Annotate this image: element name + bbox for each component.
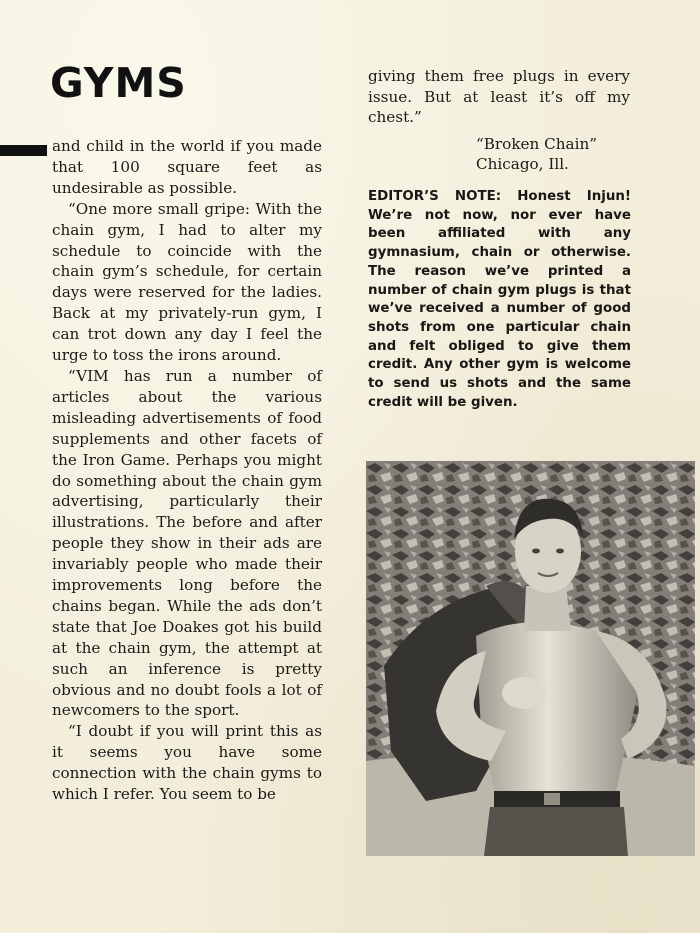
left-paragraph-3: “VIM has run a number of articles about the various misleading advertisements of food supplements and other facets of the Iron Game. Perhaps you might do something about the chain gym advertising, particularly their illustrations. The before and after people they show in their ads are invariably people who made their improvements long before the chains began. While the ads don’t state that Joe Doakes got his build at the chain gym, the attempt at such an inference is pretty obvious and no doubt fools a lot of newcomers to the sport. (52, 366, 322, 720)
editor-note: EDITOR’S NOTE: Honest Injun! We’re not now, nor ever have been affiliated with any gymnasium, chain or otherwise. The reason we’ve printed a number of chain gym plugs is that we’ve received a number of good shots from one particular chain and felt obliged to give them credit. Any other gym is welcome to send us shots and the same credit will be given. (368, 189, 631, 410)
section-marker-bar (0, 145, 47, 156)
right-column (368, 66, 630, 175)
photo-illustration (366, 461, 695, 856)
section-title: GYMS (50, 59, 187, 107)
signature-name: “Broken Chain” (476, 134, 597, 153)
letter-signature (476, 134, 630, 175)
left-paragraph-1: and child in the world if you made that 100 square feet as undesirable as possible. (52, 137, 322, 197)
right-paragraph-continuation: giving them free plugs in every issue. But at least it’s off my chest.” (368, 67, 630, 126)
signature-place: Chicago, Ill. (476, 155, 569, 173)
left-paragraph-4: “I doubt if you will print this as it seems you have some connection with the chain gyms to which I refer. You seem to be (52, 722, 322, 804)
bodybuilder-photo (366, 461, 695, 856)
left-paragraph-2: “One more small gripe: With the chain gym, I had to alter my schedule to coincide with the chain gym’s schedule, for certain days were reserved for the ladies. Back at my privately-run gym, I can trot down any day I feel the urge to toss the irons around. (52, 199, 322, 365)
left-column (52, 136, 322, 805)
